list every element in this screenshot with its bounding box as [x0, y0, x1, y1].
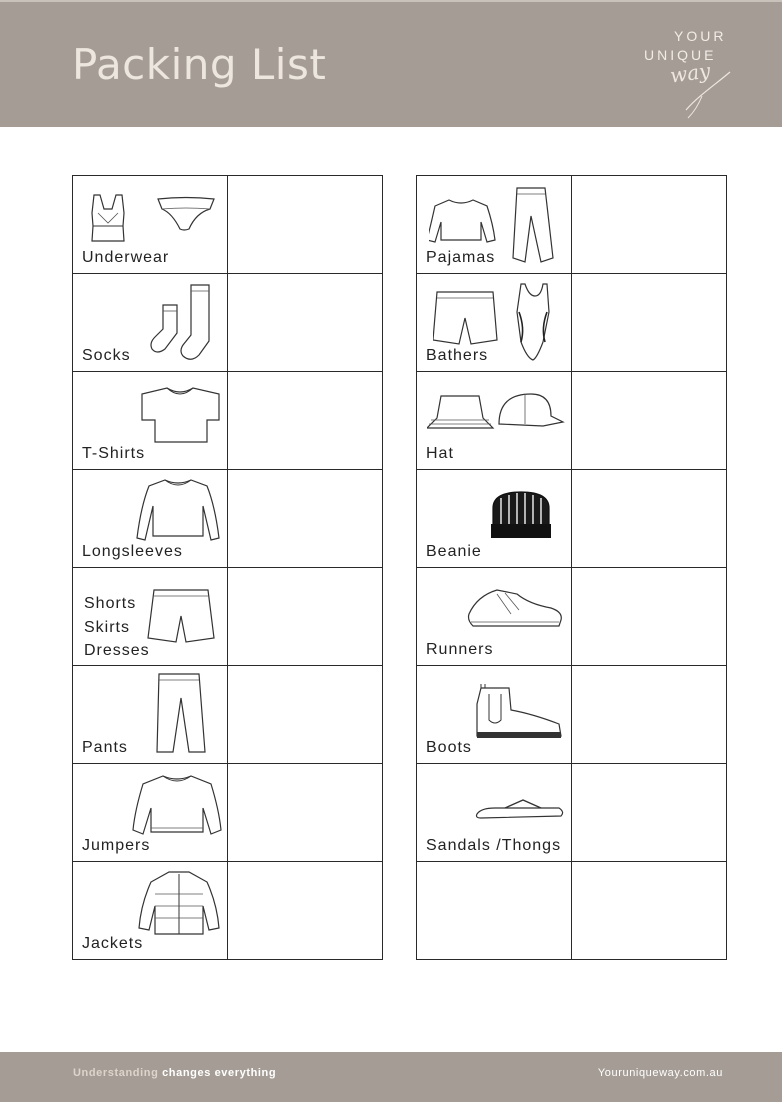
checkbox-cell[interactable] — [572, 568, 727, 665]
checkbox-cell[interactable] — [572, 666, 727, 763]
checkbox-cell[interactable] — [572, 862, 727, 959]
checkbox-cell[interactable] — [572, 764, 727, 861]
checkbox-cell[interactable] — [228, 568, 383, 665]
item-label: T-Shirts — [82, 445, 146, 462]
item-label: Longsleeves — [82, 543, 183, 560]
item-cell-boots — [417, 666, 572, 763]
checkbox-cell[interactable] — [228, 470, 383, 567]
brand-logo — [640, 28, 740, 123]
item-cell-jackets — [73, 862, 228, 959]
checkbox-cell[interactable] — [572, 176, 727, 273]
item-label: Pajamas — [426, 249, 496, 266]
table-row — [73, 862, 383, 960]
item-cell-runners — [417, 568, 572, 665]
item-cell-socks — [73, 274, 228, 371]
item-label: Jackets — [82, 935, 144, 952]
logo-swash-icon — [668, 66, 738, 121]
table-row — [417, 764, 727, 862]
item-cell-longsleeves — [73, 470, 228, 567]
item-label: Jumpers — [82, 837, 151, 854]
item-label: Runners — [426, 641, 494, 658]
website-link[interactable]: Youruniqueway.com.au — [597, 1067, 723, 1079]
checkbox-cell[interactable] — [228, 176, 383, 273]
packing-grid-right — [416, 175, 727, 960]
item-label-line: Shorts — [84, 595, 137, 612]
table-row — [73, 176, 383, 274]
boots-icon — [475, 684, 565, 744]
checkbox-cell[interactable] — [228, 764, 383, 861]
item-cell-beanie — [417, 470, 572, 567]
item-label-line: Skirts — [84, 618, 130, 636]
item-label: Sandals /Thongs — [426, 837, 562, 854]
item-cell-pajamas — [417, 176, 572, 273]
checkbox-cell[interactable] — [572, 372, 727, 469]
tshirt-icon — [139, 386, 221, 446]
jumper-icon — [131, 774, 223, 840]
table-row — [417, 862, 727, 960]
table-row — [417, 470, 727, 568]
runners-icon — [467, 588, 565, 632]
item-cell-shorts-skirts-dresses — [73, 568, 228, 665]
page-title: Packing List — [72, 40, 327, 89]
table-row — [417, 372, 727, 470]
jacket-icon — [137, 870, 221, 938]
item-label: Underwear — [82, 249, 170, 266]
beanie-icon — [489, 490, 555, 542]
table-row — [73, 764, 383, 862]
item-label-line: Dresses — [84, 642, 150, 659]
table-row — [417, 274, 727, 372]
logo-word-unique: UNIQUE — [644, 47, 717, 63]
packing-grid-left — [72, 175, 383, 960]
footer-banner — [0, 1052, 782, 1102]
logo-word-way: way — [668, 58, 712, 88]
item-label: Hat — [426, 445, 454, 462]
table-row — [417, 666, 727, 764]
item-cell-tshirts — [73, 372, 228, 469]
item-label-multi — [84, 592, 150, 663]
checkbox-cell[interactable] — [228, 372, 383, 469]
table-row — [417, 176, 727, 274]
item-label: Boots — [426, 739, 472, 756]
table-row — [73, 470, 383, 568]
checkbox-cell[interactable] — [228, 862, 383, 959]
checkbox-cell[interactable] — [572, 470, 727, 567]
hat-icon — [427, 388, 565, 436]
tagline-rest: changes everything — [158, 1067, 277, 1079]
item-cell-underwear — [73, 176, 228, 273]
item-cell-jumpers — [73, 764, 228, 861]
item-cell-empty[interactable] — [417, 862, 572, 959]
longsleeve-icon — [133, 476, 223, 544]
checkbox-cell[interactable] — [228, 274, 383, 371]
item-label: Socks — [82, 347, 131, 364]
header-banner — [0, 2, 782, 127]
logo-word-your: YOUR — [674, 28, 727, 44]
item-cell-sandals-thongs — [417, 764, 572, 861]
item-label: Bathers — [426, 347, 489, 364]
table-row — [73, 372, 383, 470]
underwear-icon — [86, 193, 221, 245]
table-row — [73, 274, 383, 372]
tagline-emphasis: Understanding — [73, 1067, 159, 1079]
checkbox-cell[interactable] — [572, 274, 727, 371]
table-row — [73, 568, 383, 666]
table-row — [417, 568, 727, 666]
item-label: Pants — [82, 739, 128, 756]
item-cell-pants — [73, 666, 228, 763]
shorts-icon — [146, 588, 216, 646]
table-row — [73, 666, 383, 764]
pants-icon — [153, 672, 209, 754]
checkbox-cell[interactable] — [228, 666, 383, 763]
sandals-icon — [475, 798, 565, 822]
socks-icon — [147, 283, 217, 363]
item-cell-bathers — [417, 274, 572, 371]
footer-tagline — [73, 1067, 276, 1079]
item-label: Beanie — [426, 543, 482, 560]
item-cell-hat — [417, 372, 572, 469]
